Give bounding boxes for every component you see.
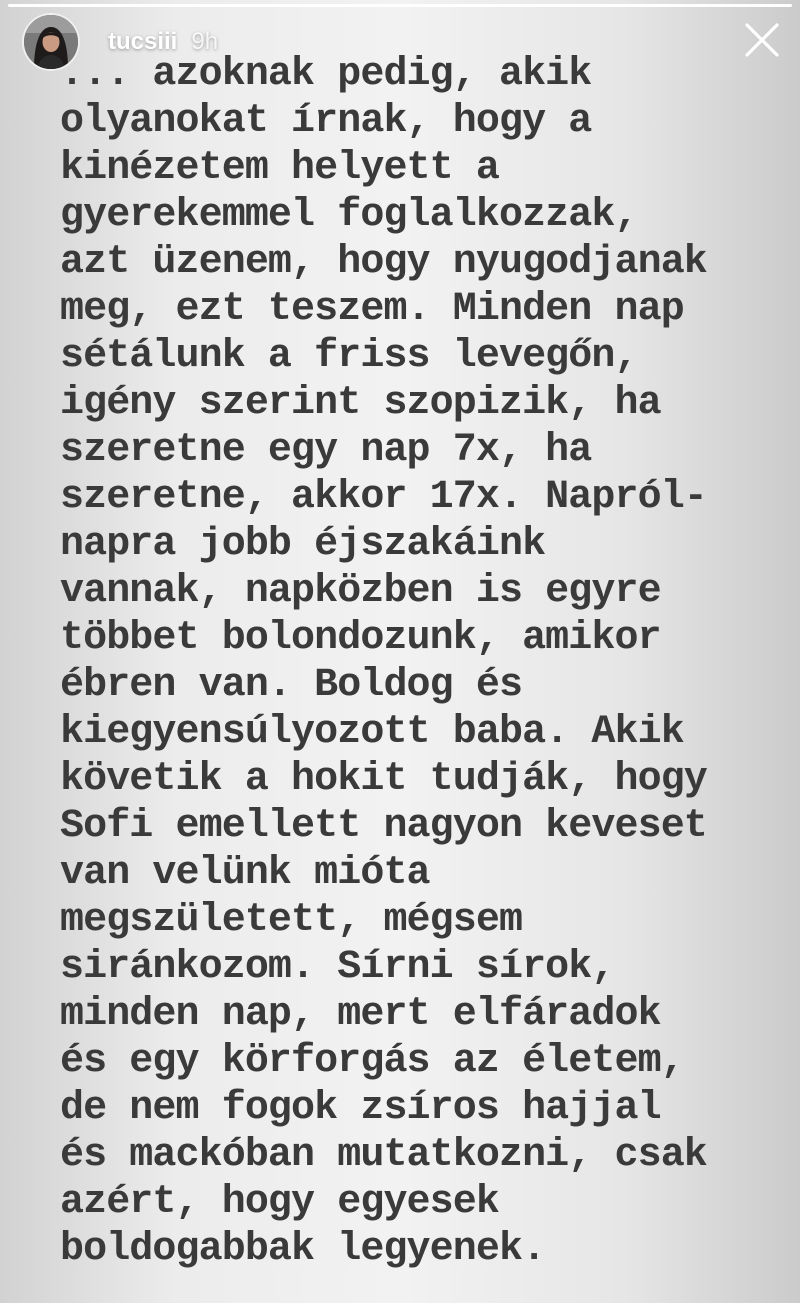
story-text-line: kiegyensúlyozott baba. Akik bbox=[60, 710, 684, 755]
story-text-line: és egy körforgás az életem, bbox=[60, 1039, 684, 1084]
story-timestamp: 9h bbox=[191, 28, 219, 55]
story-text-line: követik a hokit tudják, hogy bbox=[60, 757, 707, 802]
story-text-line: de nem fogok zsíros hajjal bbox=[60, 1086, 661, 1131]
story-text-line: boldogabbak legyenek. bbox=[60, 1227, 546, 1272]
story-username[interactable]: tucsiii bbox=[108, 28, 178, 55]
story-text-line: minden nap, mert elfáradok bbox=[60, 992, 661, 1037]
story-text-line: ... azoknak pedig, akik bbox=[60, 52, 592, 97]
story-text-line: meg, ezt teszem. Minden nap bbox=[60, 287, 684, 332]
story-text-line: azt üzenem, hogy nyugodjanak bbox=[60, 240, 707, 285]
story-text-line: kinézetem helyett a bbox=[60, 146, 499, 191]
story-progress-bar bbox=[8, 4, 792, 7]
story-text-line: szeretne egy nap 7x, ha bbox=[60, 428, 592, 473]
story-text-line: és mackóban mutatkozni, csak bbox=[60, 1133, 707, 1178]
story-text-line: olyanokat írnak, hogy a bbox=[60, 99, 592, 144]
story-text bbox=[60, 51, 780, 1273]
story-progress-fill bbox=[8, 4, 792, 7]
story-text-line: igény szerint szopizik, ha bbox=[60, 381, 661, 426]
story-text-line: szeretne, akkor 17x. Napról- bbox=[60, 475, 707, 520]
story-text-line: megszületett, mégsem bbox=[60, 898, 523, 943]
story-text-line: vannak, napközben is egyre bbox=[60, 569, 661, 614]
story-text-line: gyerekemmel foglalkozzak, bbox=[60, 193, 638, 238]
story-text-line: ébren van. Boldog és bbox=[60, 663, 523, 708]
story-text-line: van velünk mióta bbox=[60, 851, 430, 896]
story-text-line: Sofi emellett nagyon keveset bbox=[60, 804, 707, 849]
story-text-line: siránkozom. Sírni sírok, bbox=[60, 945, 615, 990]
story-text-line: azért, hogy egyesek bbox=[60, 1180, 499, 1225]
story-text-line: napra jobb éjszakáink bbox=[60, 522, 546, 567]
story-text-line: többet bolondozunk, amikor bbox=[60, 616, 661, 661]
story-text-line: sétálunk a friss levegőn, bbox=[60, 334, 638, 379]
